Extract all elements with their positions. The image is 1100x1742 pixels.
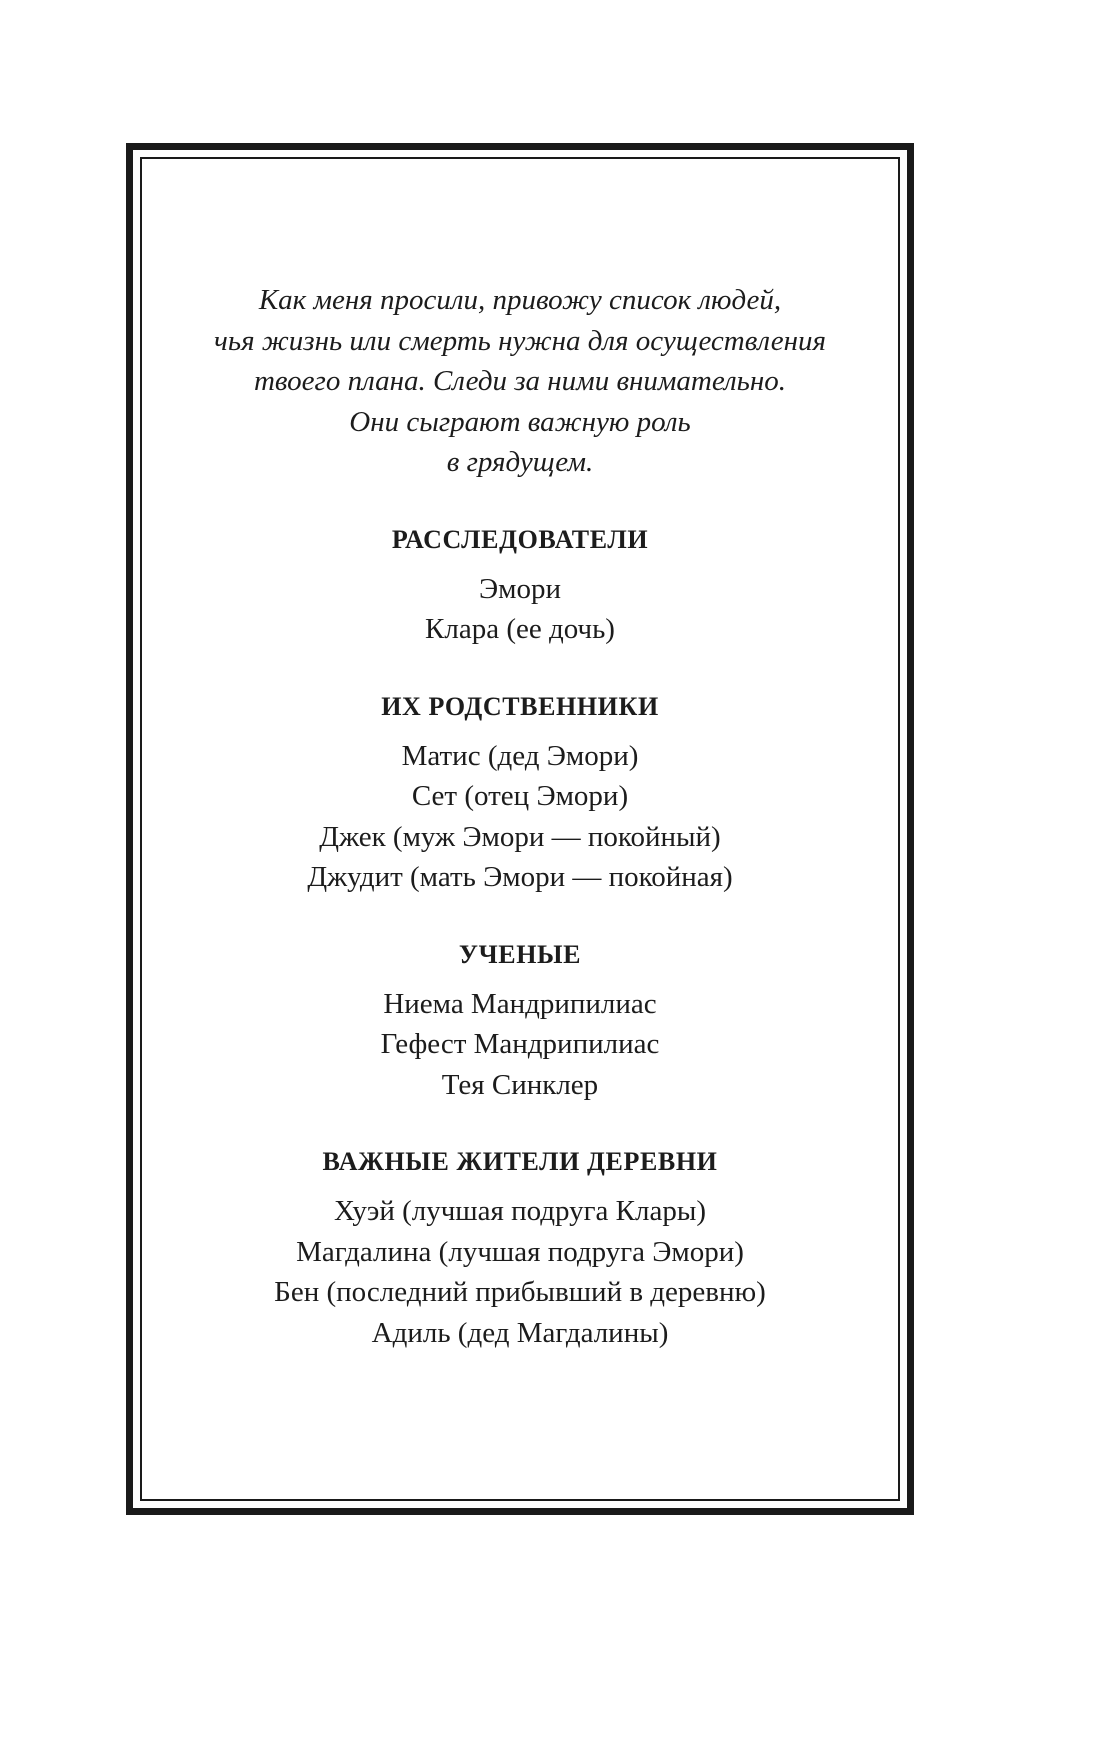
list-item: Джек (муж Эмори — покойный) [319,820,721,853]
list-item: Сет (отец Эмори) [411,780,629,812]
name-list [133,736,907,898]
epigraph-line: Как меня просили, привожу список людей, [258,284,782,316]
section-heading: УЧЕНЫЕ [458,939,582,969]
list-item: Эмори [478,572,561,605]
name-list [133,1191,907,1353]
name-list [133,984,907,1106]
section-relatives [133,690,907,898]
epigraph [133,280,907,483]
list-item: Гефест Мандрипилиас [380,1028,660,1060]
section-heading: ВАЖНЫЕ ЖИТЕЛИ ДЕРЕВНИ [322,1147,718,1176]
list-item: Магдалина (лучшая подруга Эмори) [296,1235,744,1268]
section-scientists [133,938,907,1106]
section-heading: ИХ РОДСТВЕННИКИ [381,691,659,721]
page-content [133,280,907,1353]
section-heading: РАССЛЕДОВАТЕЛИ [391,524,649,554]
list-item: Хуэй (лучшая подруга Клары) [333,1195,706,1227]
section-villagers [133,1145,907,1353]
epigraph-line: в грядущем. [446,446,594,478]
epigraph-line: Они сыграют важную роль [349,405,691,438]
epigraph-line: твоего плана. Следи за ними внимательно. [253,365,786,397]
list-item: Адиль (дед Магдалины) [371,1316,669,1349]
list-item: Матис (дед Эмори) [401,739,639,772]
name-list [133,569,907,650]
page-frame [126,143,914,1515]
list-item: Джудит (мать Эмори — покойная) [307,861,733,893]
section-investigators [133,523,907,650]
list-item: Клара (ее дочь) [425,613,615,645]
list-item: Тея Синклер [441,1068,599,1101]
list-item: Бен (последний прибывший в деревню) [274,1276,766,1308]
list-item: Ниема Мандрипилиас [383,987,657,1020]
epigraph-line: чья жизнь или смерть нужна для осуществления [214,324,826,357]
